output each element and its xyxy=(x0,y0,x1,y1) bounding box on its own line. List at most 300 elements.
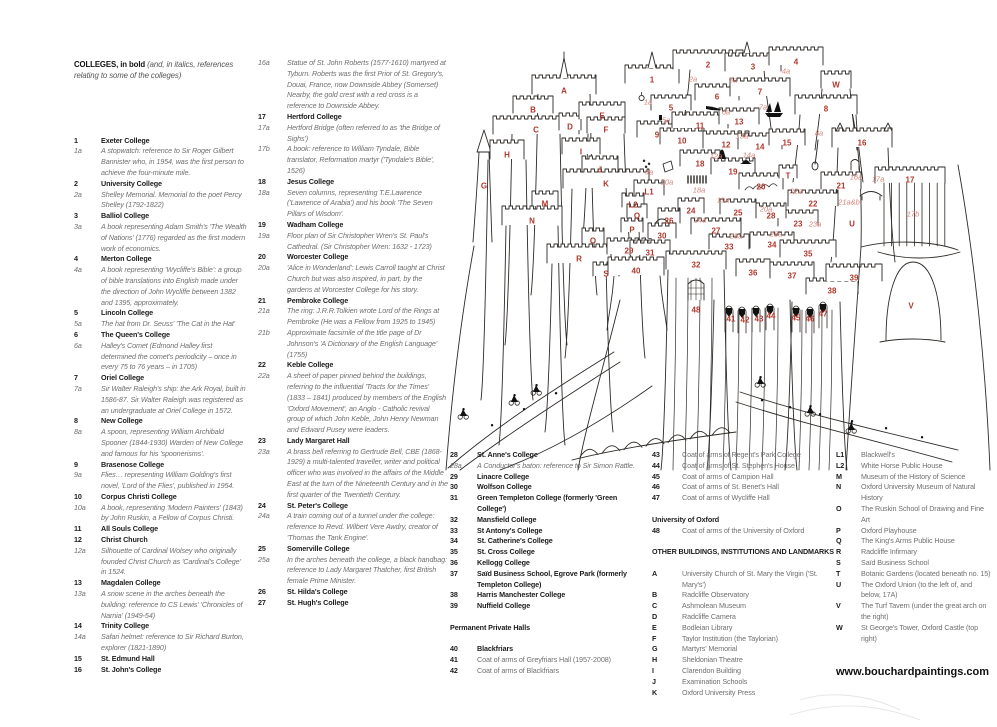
map-label-33: 33 xyxy=(724,242,734,252)
legend-entry xyxy=(74,373,247,384)
heading-italic: (and, in italics, references relating to some of the colleges) xyxy=(74,60,234,80)
map-label-38: 38 xyxy=(827,286,837,296)
entry-number: 12a xyxy=(74,545,86,555)
entry-number: 21b xyxy=(258,327,270,337)
map-label-S: S xyxy=(603,269,609,279)
entry-number: 13a xyxy=(74,589,86,599)
legend-entry xyxy=(450,493,642,515)
entry-text: Oriel College xyxy=(101,373,145,383)
map-label-9a: 9a xyxy=(644,167,654,177)
colleges-list-2 xyxy=(258,58,448,609)
map-label-11: 11 xyxy=(695,121,705,131)
legend-entry xyxy=(74,589,247,621)
entry-text: Oxford University Press xyxy=(682,687,756,697)
entry-number: 23 xyxy=(258,435,266,445)
entry-number: 36 xyxy=(450,557,458,567)
entry-text: A brass bell referring to Gertrude Bell, CBE (1868-1929) a multi-talented traveller, writer and political officer who was involved in the affairs of the Middle East at the turn of the Nineteenth Century and in the first quarter of the Twentieth Century. xyxy=(287,446,448,499)
entry-number: 6 xyxy=(74,329,78,339)
legend-entry xyxy=(652,590,837,601)
map-label-28: 28 xyxy=(766,211,776,221)
entry-number: 28 xyxy=(450,450,458,459)
map-label-B: B xyxy=(530,105,536,115)
entry-text: A stopwatch: reference to Sir Roger Gilbert Bannister who, in 1954, was the first person to achieve the four-minute mile. xyxy=(101,146,244,177)
legend-column-4 xyxy=(652,450,837,698)
legend-entry xyxy=(258,177,448,188)
legend-entry xyxy=(74,470,247,492)
entry-number: 25 xyxy=(258,543,266,553)
map-label-O: O xyxy=(589,236,597,246)
map-label-21: 21 xyxy=(836,181,846,191)
map-label-N: N xyxy=(529,216,535,226)
legend-column-1 xyxy=(74,60,247,675)
entry-number: 10 xyxy=(74,491,82,501)
map-label-24: 24 xyxy=(686,206,696,216)
entry-number: 4a xyxy=(74,265,82,275)
legend-entry xyxy=(74,190,247,212)
entry-text: Coat of arms of Campion Hall xyxy=(682,471,774,481)
legend-entry xyxy=(450,558,642,569)
entry-number: L2 xyxy=(836,460,845,470)
entry-number: 46 xyxy=(652,482,660,492)
entry-number: 3 xyxy=(74,211,78,221)
entry-text: University Church of St. Mary the Virgin ('St. Mary's') xyxy=(682,568,818,589)
entry-text: University College xyxy=(101,178,162,188)
entry-text: Balliol College xyxy=(101,211,150,221)
entry-text: White Horse Public House xyxy=(861,460,943,470)
entry-number: L1 xyxy=(836,450,845,459)
map-label-43: 43 xyxy=(754,314,764,324)
entry-text: Safari helmet: reference to Sir Richard Burton, explorer (1821-1890) xyxy=(101,632,244,653)
legend-entry xyxy=(450,569,642,591)
entry-number: 2 xyxy=(74,178,78,188)
legend-entry xyxy=(450,590,642,601)
entry-number: 8a xyxy=(74,427,82,437)
legend-entry xyxy=(74,330,247,341)
map-label-17b: 17b xyxy=(906,209,920,219)
entry-number: 8 xyxy=(74,416,78,426)
entry-text: Hertford Bridge (often referred to as 'the Bridge of Sighs') xyxy=(287,122,440,143)
map-label-4a: 4a xyxy=(781,66,791,76)
entry-number: F xyxy=(652,633,657,643)
entry-text: Mansfield College xyxy=(477,514,537,524)
legend-entry xyxy=(450,461,642,472)
entry-text: Coat of arms of St. Benet's Hall xyxy=(682,482,779,492)
map-label-17: 17 xyxy=(905,175,915,185)
map-label-R: R xyxy=(576,254,582,264)
heading-bold: COLLEGES, in bold xyxy=(74,60,146,69)
legend-entry xyxy=(258,447,448,501)
entry-text: Corpus Christi College xyxy=(101,491,177,501)
entry-number: 14 xyxy=(74,621,82,631)
legend-entry xyxy=(450,601,642,612)
legend-entry xyxy=(258,328,448,360)
map-label-40: 40 xyxy=(631,266,641,276)
entry-number: 40 xyxy=(450,644,458,654)
entry-text: Flies… representing William Golding's first novel, 'Lord of the Flies', published in 1954. xyxy=(101,470,235,491)
entry-text: Examination Schools xyxy=(682,676,748,686)
map-label-25: 25 xyxy=(733,208,743,218)
entry-number: W xyxy=(836,622,843,632)
map-label-23: 23 xyxy=(793,219,803,229)
entry-number: 41 xyxy=(450,655,458,665)
legend-entry xyxy=(652,450,837,461)
legend-entry xyxy=(450,450,642,461)
map-label-J: J xyxy=(597,165,603,175)
entry-text: Silhouette of Cardinal Wolsey who originally founded Christ Church as 'Cardinal's College' in 1524. xyxy=(101,545,241,577)
entry-number: 31 xyxy=(450,493,458,503)
legend-entry xyxy=(74,535,247,546)
entry-text: Pembroke College xyxy=(287,295,349,305)
entry-number: 22 xyxy=(258,360,266,370)
entry-text: A book representing Adam Smith's 'The Wealth of Nations' (1776) regarded as the first modern work of economics. xyxy=(101,221,247,253)
entry-text: Taylor Institution (the Taylorian) xyxy=(682,633,778,643)
legend-entry xyxy=(258,371,448,436)
map-label-3: 3 xyxy=(750,62,756,72)
map-label-H: H xyxy=(504,150,510,160)
map-label-46: 46 xyxy=(805,314,815,324)
entry-number: 26 xyxy=(258,587,266,597)
map-label-35: 35 xyxy=(803,249,813,259)
map-label-21a-b: 21a&b xyxy=(838,197,860,207)
legend-entry xyxy=(652,472,837,483)
map-label-27: 27 xyxy=(711,226,721,236)
entry-text: Brasenose College xyxy=(101,459,165,469)
map-label-45: 45 xyxy=(791,313,801,323)
map-label-41: 41 xyxy=(726,314,736,324)
entry-text: Harris Manchester College xyxy=(477,590,566,600)
legend-entry xyxy=(652,601,837,612)
legend-entry xyxy=(258,231,448,253)
entry-number: 21 xyxy=(258,295,266,305)
map-label-36: 36 xyxy=(748,268,758,278)
map-label-42: 42 xyxy=(740,315,750,325)
entry-number: 25a xyxy=(258,554,270,564)
entry-number: 3a xyxy=(74,221,82,231)
legend-entry xyxy=(450,644,642,655)
entry-number: 5 xyxy=(74,308,78,318)
map-label-14a: 14a xyxy=(742,150,756,160)
legend-entry xyxy=(652,623,837,634)
legend-column-5 xyxy=(836,450,991,644)
entry-text: A train coming out of a tunnel under the college: reference to Revd. Wilbert Vere Awdry, creator of 'Thomas the Tank Engine'. xyxy=(287,511,438,543)
entry-number: 19 xyxy=(258,219,266,229)
entry-number: Q xyxy=(836,536,842,546)
entry-number: 2a xyxy=(74,189,82,199)
entry-number: N xyxy=(836,482,842,492)
entry-number: C xyxy=(652,601,658,611)
entry-text: Radcliffe Infirmary xyxy=(861,547,917,557)
map-label-3a: 3a xyxy=(728,75,738,85)
map-label-L2: L2 xyxy=(628,200,638,210)
entry-number: 38 xyxy=(450,590,458,600)
entry-text: A book, representing 'Modern Painters' (1843) by John Ruskin, a Fellow of Corpus Christi. xyxy=(101,502,243,523)
entry-text: Saïd Business School xyxy=(861,557,929,567)
buildings-list xyxy=(652,450,837,698)
entry-text: Jesus College xyxy=(287,176,335,186)
entry-number: 43 xyxy=(652,450,660,459)
map-label-5: 5 xyxy=(668,103,674,113)
legend-entry xyxy=(74,308,247,319)
entry-number: 48 xyxy=(652,525,660,535)
entry-number: V xyxy=(836,601,841,611)
entry-number: 18 xyxy=(258,176,266,186)
entry-number: 14a xyxy=(74,632,86,642)
entry-text: Saïd Business School, Egrove Park (formerly Templeton College) xyxy=(477,568,627,589)
entry-number: 24 xyxy=(258,500,266,510)
map-label-13: 13 xyxy=(734,117,744,127)
map-label-4: 4 xyxy=(793,57,799,67)
legend-entry xyxy=(836,504,991,526)
legend-entry xyxy=(74,211,247,222)
map-label-G: G xyxy=(480,181,488,191)
map-label-16a: 16a xyxy=(849,172,863,182)
legend-entry xyxy=(74,146,247,178)
entry-text: Linacre College xyxy=(477,471,530,481)
legend-column-3 xyxy=(450,450,642,677)
entry-number: 27 xyxy=(258,597,266,607)
legend-entry xyxy=(74,492,247,503)
legend-entry xyxy=(74,503,247,525)
entry-number: K xyxy=(652,687,658,697)
landmarks-list xyxy=(836,450,991,644)
entry-number: 35 xyxy=(450,547,458,557)
entry-number: 17a xyxy=(258,122,270,132)
entry-text: New College xyxy=(101,416,143,426)
legend-entry xyxy=(836,601,991,623)
map-label-17a: 17a xyxy=(871,174,885,184)
legend-entry xyxy=(74,265,247,308)
entry-text: Seven columns, representing T.E.Lawrence ('Lawrence of Arabia') and his book 'The Seven Pillars of Wisdom'. xyxy=(287,187,433,219)
legend-subheading: University of Oxford xyxy=(652,514,720,524)
legend-entry xyxy=(258,144,448,176)
map-label-8a: 8a xyxy=(814,128,824,138)
legend-entry xyxy=(258,360,448,371)
legend-entry xyxy=(652,482,837,493)
map-label-E: E xyxy=(599,111,605,121)
entry-text: Approximate facsimile of the title page of Dr Johnson's 'A Dictionary of the English Language' (1755) xyxy=(287,327,438,359)
map-label-20: 20 xyxy=(756,182,766,192)
map-label-L1: L1 xyxy=(644,187,654,197)
entry-text: Clarendon Building xyxy=(682,665,741,675)
map-label-34: 34 xyxy=(767,240,777,250)
entry-number: 22a xyxy=(258,371,270,381)
map-label-A: A xyxy=(561,86,567,96)
legend-entry xyxy=(74,621,247,632)
entry-text: A spoon, representing William Archibald Spooner (1844-1930) Warden of New College and famous for his 'spoonerisms'. xyxy=(101,427,244,458)
legend-entry xyxy=(258,296,448,307)
legend-entry xyxy=(450,536,642,547)
legend-entry xyxy=(258,436,448,447)
map-label-19: 19 xyxy=(728,167,738,177)
entry-number: 28a xyxy=(450,460,462,470)
entry-text: St. Hilda's College xyxy=(287,587,348,597)
entry-text: Shelley Memorial. Memorial to the poet Percy Shelley (1792-1822) xyxy=(101,189,242,210)
colleges-list-3 xyxy=(450,450,642,677)
map-label-20a: 20a xyxy=(759,204,773,214)
legend-entry xyxy=(74,136,247,147)
map-label-22a: 22a xyxy=(789,186,803,196)
legend-entry xyxy=(74,341,247,373)
map-label-8: 8 xyxy=(823,104,829,114)
entry-text: Sir Walter Raleigh's ship: the Ark Royal, built in 1586-87. Sir Walter Raleigh was registered as an undergraduate at Oriel College in 1572. xyxy=(101,383,246,415)
entry-text: St. Anne's College xyxy=(477,450,538,459)
entry-number: 39 xyxy=(450,601,458,611)
entry-number: O xyxy=(836,503,842,513)
legend-entry xyxy=(836,482,991,504)
map-label-23a: 23a xyxy=(808,219,822,229)
entry-text: All Souls College xyxy=(101,524,159,534)
entry-number: 13 xyxy=(74,578,82,588)
legend-entry xyxy=(652,688,837,699)
entry-number: 20a xyxy=(258,263,270,273)
entry-text: Coat of arms of St. Stephen's House xyxy=(682,460,795,470)
entry-text: Keble College xyxy=(287,360,334,370)
legend-subheading: OTHER BUILDINGS, INSTITUTIONS AND LANDMARKS xyxy=(652,547,834,557)
legend-entry xyxy=(258,220,448,231)
map-label-10a: 10a xyxy=(660,177,674,187)
map-label-2: 2 xyxy=(705,60,711,70)
map-label-15: 15 xyxy=(782,138,792,148)
legend-entry xyxy=(652,612,837,623)
entry-text: Oxford Playhouse xyxy=(861,525,917,535)
entry-text: The Ruskin School of Drawing and Fine Art xyxy=(861,503,984,524)
colleges-list-1 xyxy=(74,136,247,676)
entry-text: 'Alice in Wonderland': Lewis Carroll taught at Christ Church but was also inspired, in part, by the gardens at Worcester College for his story. xyxy=(287,263,445,294)
legend-entry xyxy=(652,666,837,677)
entry-text: Wadham College xyxy=(287,219,344,229)
entry-number: 11 xyxy=(74,524,82,534)
legend-entry xyxy=(836,547,991,558)
entry-text: The hat from Dr. Seuss' 'The Cat in the Hat' xyxy=(101,319,236,329)
legend-entry xyxy=(258,123,448,145)
legend-entry xyxy=(74,546,247,578)
map-label-14: 14 xyxy=(755,142,765,152)
legend-entry xyxy=(74,384,247,416)
entry-number: E xyxy=(652,622,657,632)
entry-number: 47 xyxy=(652,493,660,503)
entry-text: Lady Margaret Hall xyxy=(287,435,350,445)
legend-entry xyxy=(74,254,247,265)
entry-number: 10a xyxy=(74,502,86,512)
legend-entry xyxy=(74,460,247,471)
legend-entry xyxy=(652,526,837,537)
map-label-5a: 5a xyxy=(661,115,671,125)
legend-entry xyxy=(836,526,991,537)
entry-number: 4 xyxy=(74,254,78,264)
legend-entry xyxy=(74,222,247,254)
entry-text: A sheet of paper pinned behind the buildings, referring to the influential 'Tracts for the Times' (1833 – 1841) produced by members of the English 'Oxford Movement', an Anglo - Catholic revival group of which John Keble, John Henry Newman and Edward Pusey were leaders. xyxy=(287,371,447,435)
map-label-7: 7 xyxy=(757,87,763,97)
entry-number: 17b xyxy=(258,144,270,154)
entry-text: Wolfson College xyxy=(477,482,532,492)
map-label-1: 1 xyxy=(649,75,655,85)
map-label-M: M xyxy=(541,199,549,209)
map-label-K: K xyxy=(603,179,609,189)
entry-text: St George's Tower, Oxford Castle (top right) xyxy=(861,622,978,643)
entry-number: 5a xyxy=(74,319,82,329)
map-label-V: V xyxy=(908,301,914,311)
map-label-19a: 19a xyxy=(716,195,730,205)
entry-text: Coat of arms of Greyfriars Hall (1957-2008) xyxy=(477,655,611,665)
map-label-9: 9 xyxy=(654,130,660,140)
entry-text: Museum of the History of Science xyxy=(861,471,966,481)
entry-number: 19a xyxy=(258,230,270,240)
entry-number: U xyxy=(836,579,842,589)
map-label-10: 10 xyxy=(677,136,687,146)
entry-number: 45 xyxy=(652,471,660,481)
entry-text: The King's Arms Public House xyxy=(861,536,955,546)
map-label-18: 18 xyxy=(695,159,705,169)
website-url: www.bouchardpaintings.com xyxy=(836,666,989,678)
legend-entry xyxy=(258,188,448,220)
legend-entry xyxy=(74,319,247,330)
map-label-16: 16 xyxy=(857,138,867,148)
entry-number: 29 xyxy=(450,471,458,481)
entry-text: Bodleian Library xyxy=(682,622,733,632)
map-label-I: I xyxy=(579,147,583,157)
legend-entry xyxy=(74,179,247,190)
legend-entry xyxy=(836,580,991,602)
legend-entry xyxy=(258,501,448,512)
legend-entry xyxy=(450,666,642,677)
legend-entry xyxy=(836,623,991,645)
legend-entry xyxy=(258,555,448,587)
entry-number: 24a xyxy=(258,511,270,521)
entry-number: D xyxy=(652,611,658,621)
entry-text: A book: reference to William Tyndale, Bible translator, Reformation martyr ('Tyndale's Bible', 1526) xyxy=(287,144,435,175)
entry-text: A Conductor's baton: reference to Sir Simon Rattle. xyxy=(477,460,635,470)
entry-text: St. Peter's College xyxy=(287,500,348,510)
entry-number: G xyxy=(652,644,658,654)
map-label-P: P xyxy=(629,225,635,235)
entry-number: 16 xyxy=(74,664,82,674)
map-label-T: T xyxy=(785,171,791,181)
entry-number: 9 xyxy=(74,459,78,469)
entry-text: Sheldonian Theatre xyxy=(682,655,743,665)
entry-text: Somerville College xyxy=(287,543,350,553)
legend-entry xyxy=(450,515,642,526)
map-label-Q: Q xyxy=(633,211,641,221)
legend-entry xyxy=(836,558,991,569)
map-label-1a: 1a xyxy=(643,97,653,107)
entry-number: 18a xyxy=(258,187,270,197)
entry-text: Merton College xyxy=(101,254,152,264)
entry-number: S xyxy=(836,557,841,567)
legend-entry xyxy=(652,569,837,591)
entry-text: The ring: J.R.R.Tolkien wrote Lord of the Rings at Pembroke (He was a Fellow from 1925 to 1945) xyxy=(287,306,440,327)
map-label-7a: 7a xyxy=(758,102,768,112)
map-label-22: 22 xyxy=(808,199,818,209)
legend-entry xyxy=(652,461,837,472)
map-label-W: W xyxy=(832,80,840,90)
entry-number: T xyxy=(836,568,841,578)
legend-entry xyxy=(450,655,642,666)
map-label-39: 39 xyxy=(849,273,859,283)
map-label-C: C xyxy=(533,125,539,135)
entry-text: St. John's College xyxy=(101,664,162,674)
legend-entry xyxy=(258,598,448,609)
entry-number: 33 xyxy=(450,525,458,535)
map-label-D: D xyxy=(567,122,573,132)
legend-entry xyxy=(836,472,991,483)
legend-entry xyxy=(258,112,448,123)
legend-entry xyxy=(652,644,837,655)
map-label-6: 6 xyxy=(714,92,720,102)
entry-number: 1 xyxy=(74,135,78,145)
entry-number: 20 xyxy=(258,252,266,262)
entry-number: 6a xyxy=(74,340,82,350)
map-label-12: 12 xyxy=(721,140,731,150)
